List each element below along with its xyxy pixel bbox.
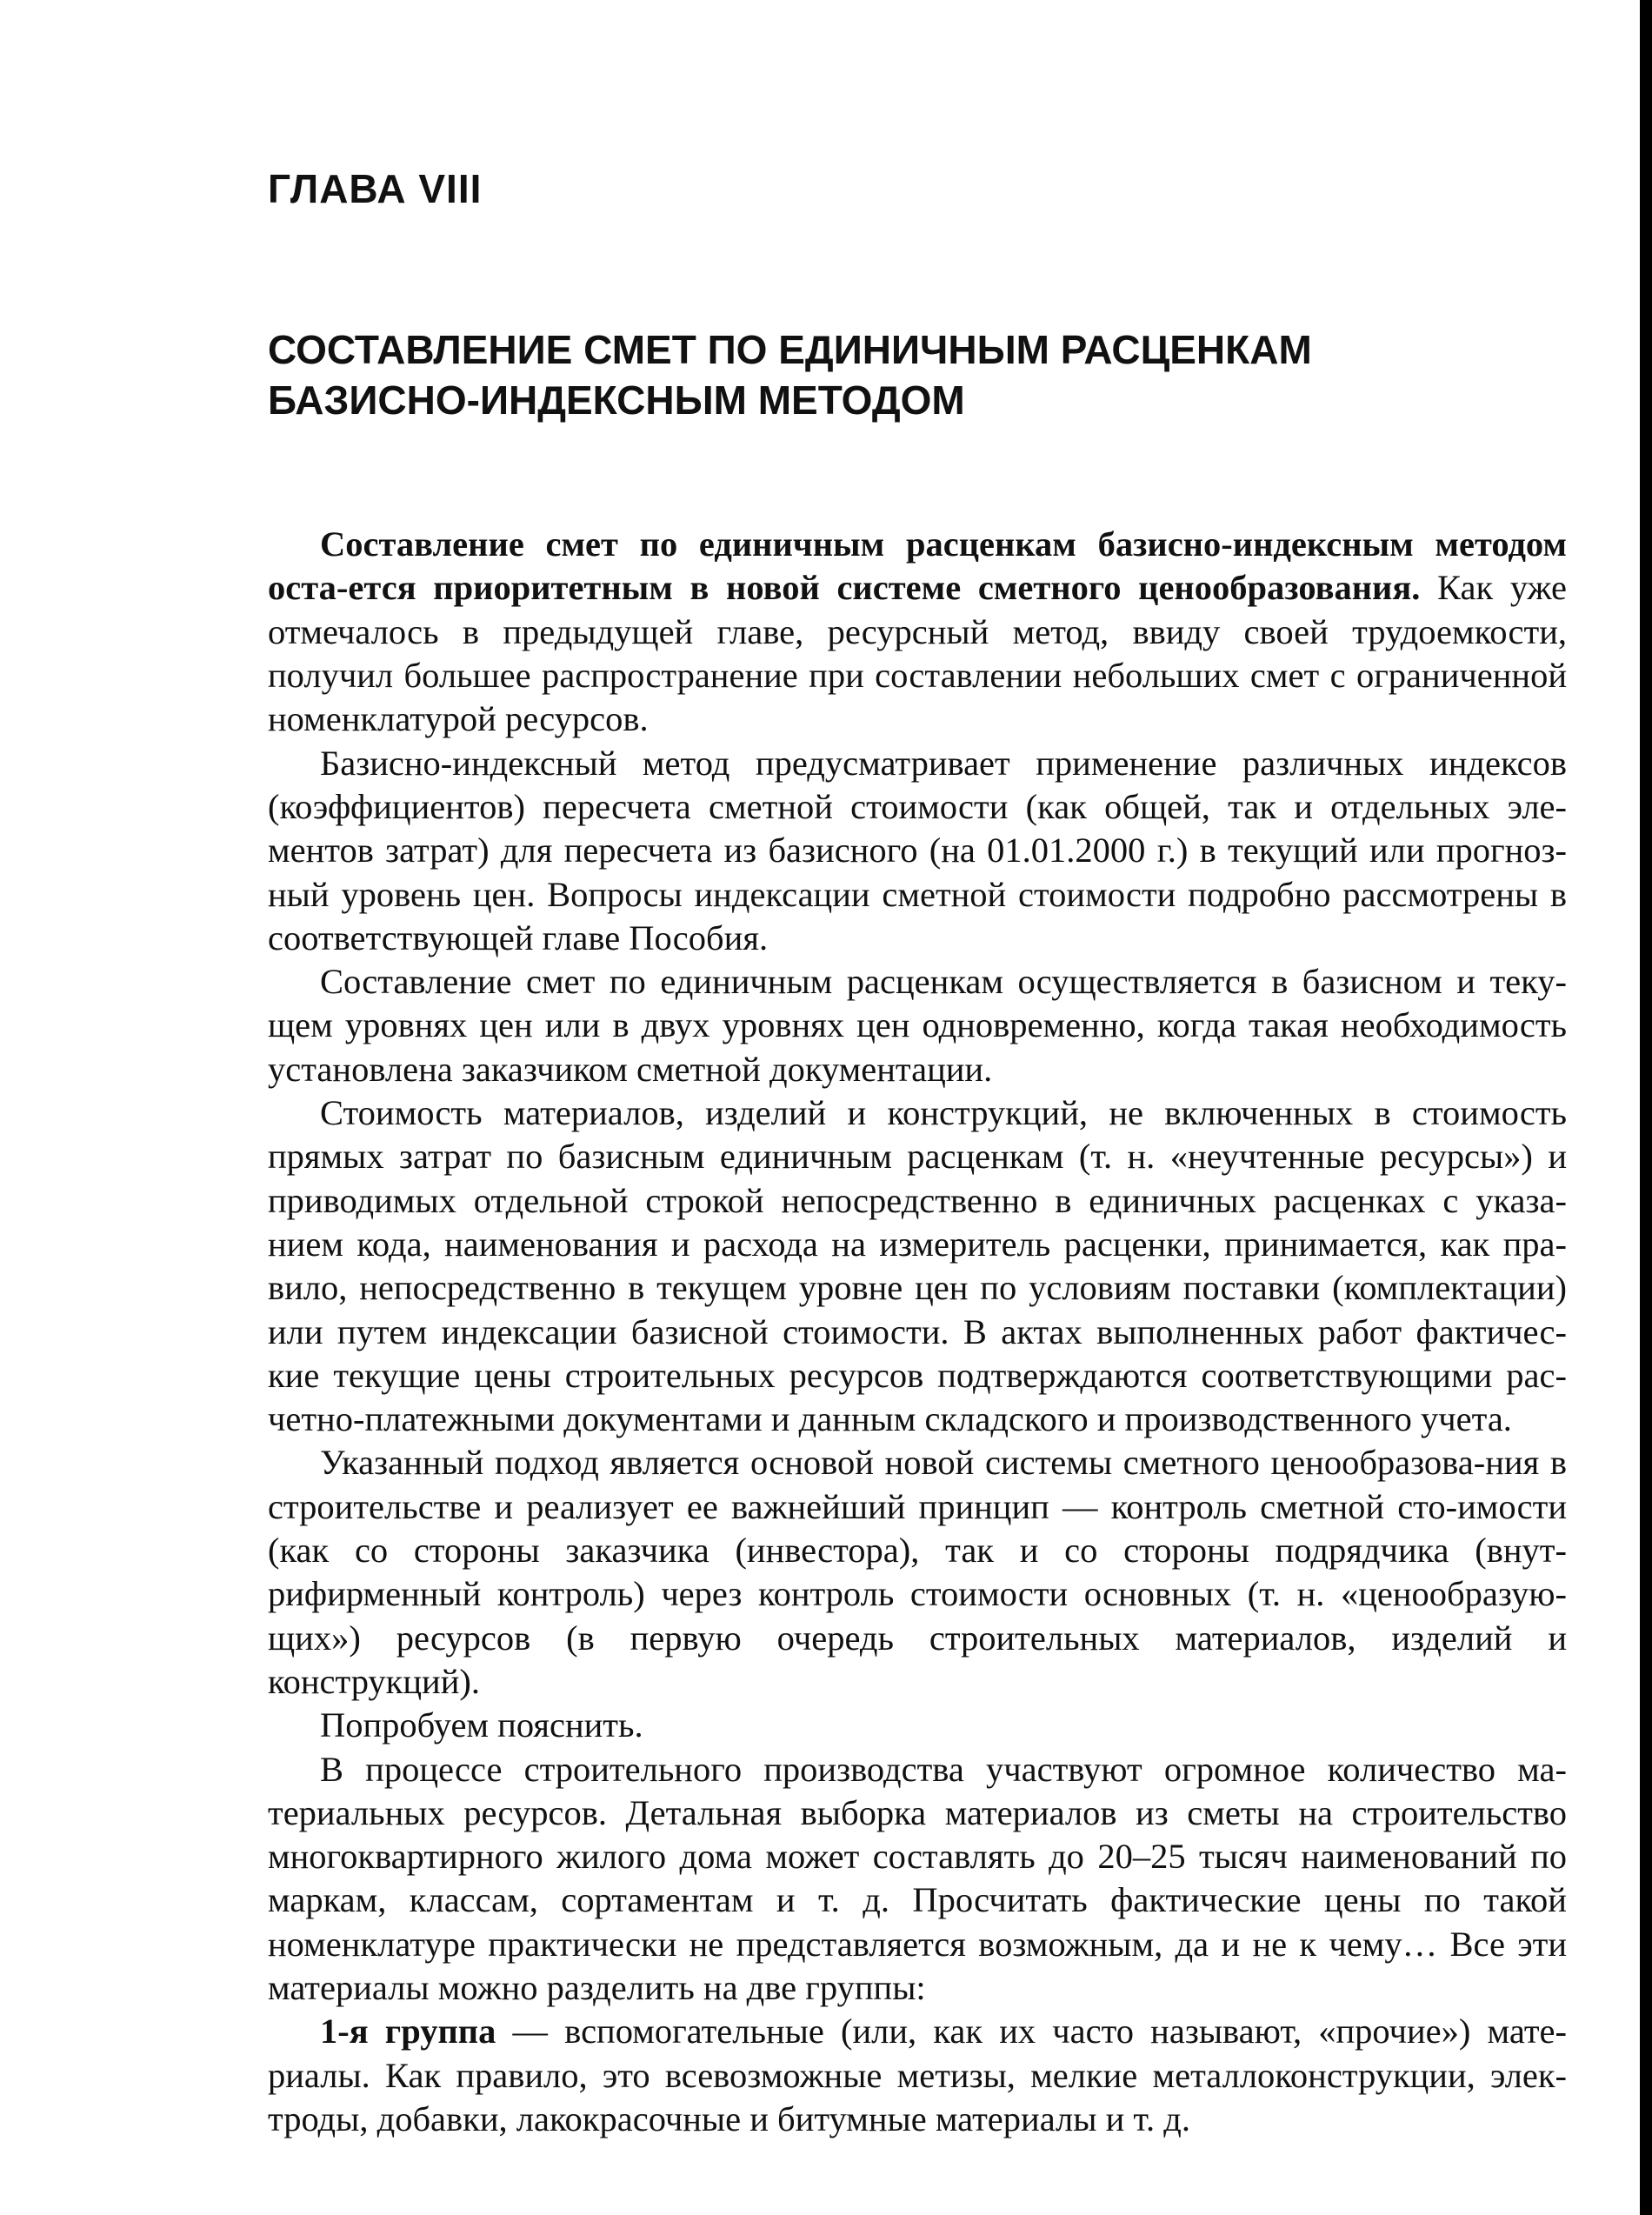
- paragraph-3: Составление смет по единичным расценкам осуществляется в базисном и теку-щем уровнях цен или в двух уровнях цен одновременно, когда такая необходимость установлена заказчиком сметной документации.: [268, 962, 1567, 1089]
- chapter-title-line-2: БАЗИСНО-ИНДЕКСНЫМ МЕТОДОМ: [268, 377, 965, 424]
- page-content: [268, 165, 1567, 2141]
- paragraph-1-rest: Как уже отмечалось в предыдущей главе, ресурсный метод, ввиду своей трудоемкости, получил большее распространение при составлении небольших смет с ограниченной номенклатурой ресурсов.: [268, 568, 1567, 739]
- paragraph-4: Стоимость материалов, изделий и конструкций, не включенных в стоимость прямых затрат по базисным единичным расценкам (т. н. «неучтенные ресурсы») и приводимых отдельной строкой непосредственно в единичных расценках с указа-нием кода, наименования и расхода на измеритель расценки, принимается, как пра-вило, непосредственно в текущем уровне цен по условиям поставки (комплектации) или путем индексации базисной стоимости. В актах выполненных работ фактичес-кие текущие цены строительных ресурсов подтверждаются соответствующими рас-четно-платежными документами и данным складского и производственного учета.: [268, 1093, 1567, 1439]
- chapter-title: [268, 324, 1567, 425]
- paragraph-6: Попробуем пояснить.: [320, 1705, 643, 1745]
- paragraph-1-lead: Составление смет по единичным расценкам базисно-индексным методом оста-ется приоритетным в новой системе сметного ценообразования.: [268, 524, 1567, 608]
- paragraph-8-lead: 1-я группа: [320, 2012, 496, 2052]
- paragraph-5: Указанный подход является основой новой системы сметного ценообразова-ния в строительстве и реализует ее важнейший принцип — контроль сметной сто-имости (как со стороны заказчика (инвестора), так и со стороны подрядчика (внут-рифирменный контроль) через контроль стоимости основных (т. н. «ценообразую-щих») ресурсов (в первую очередь строительных материалов, изделий и конструкций).: [268, 1443, 1567, 1701]
- paragraph-8-rest: — вспомогательные (или, как их часто называют, «прочие») мате-риалы. Как правило, это всевозможные метизы, мелкие металлоконструкции, элек-троды, добавки, лакокрасочные и битумные материалы и т. д.: [268, 2012, 1567, 2138]
- paragraph-2: Базисно-индексный метод предусматривает применение различных индексов (коэффициентов) пересчета сметной стоимости (как общей, так и отдельных эле-ментов затрат) для пересчета из базисного (на 01.01.2000 г.) в текущий или прогноз-ный уровень цен. Вопросы индексации сметной стоимости подробно рассмотрены в соответствующей главе Пособия.: [268, 743, 1567, 957]
- paragraph-8: [268, 2010, 1567, 2141]
- scan-edge-shadow: [1640, 0, 1652, 2215]
- chapter-title-line-1: СОСТАВЛЕНИЕ СМЕТ ПО ЕДИНИЧНЫМ РАСЦЕНКАМ: [268, 327, 1312, 373]
- paragraph-7: В процессе строительного производства участвуют огромное количество ма-териальных ресурсов. Детальная выборка материалов из сметы на строительство многоквартирного жилого дома может составлять до 20–25 тысяч наименований по маркам, классам, сортаментам и т. д. Просчитать фактические цены по такой номенклатуре практически не представляется возможным, да и не к чему… Все эти материалы можно разделить на две группы:: [268, 1749, 1567, 2007]
- chapter-label: ГЛАВА VIII: [268, 166, 483, 211]
- paragraph-1: [268, 523, 1567, 741]
- body-text: [268, 523, 1567, 2141]
